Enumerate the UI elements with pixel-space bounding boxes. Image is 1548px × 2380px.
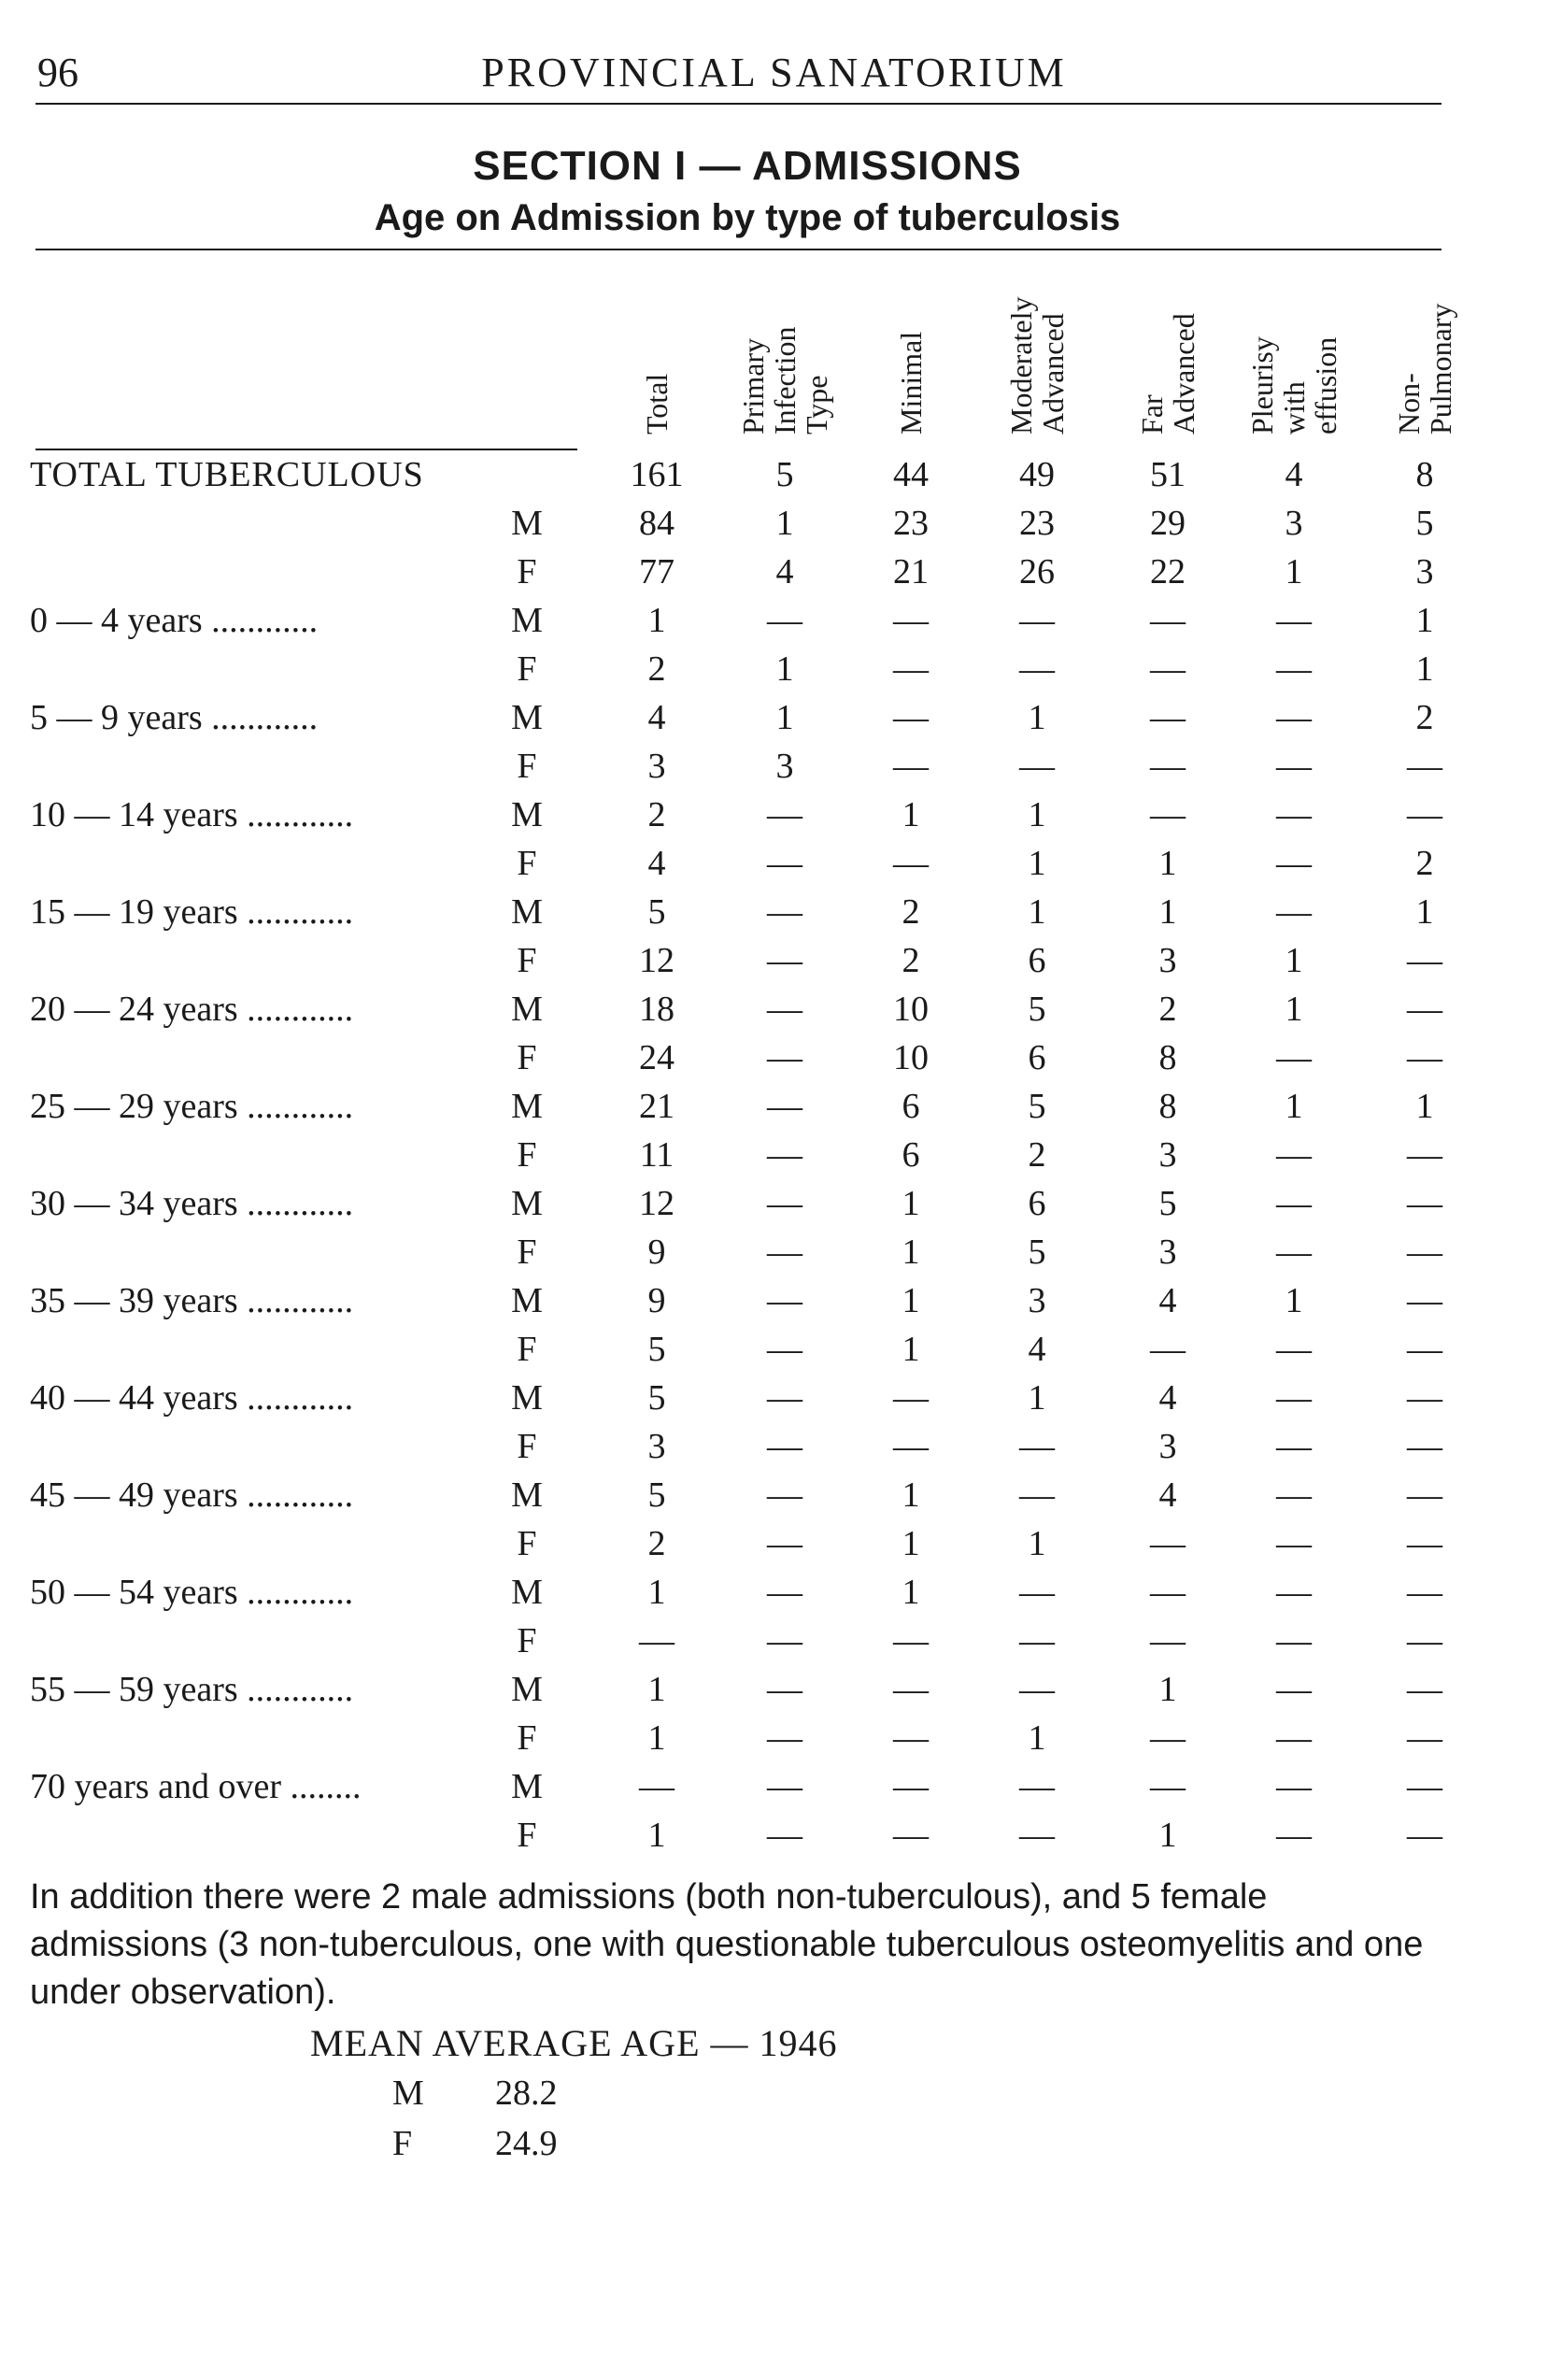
table-cell: 12	[639, 941, 675, 980]
table-cell: —	[1019, 601, 1055, 640]
sex-cell: M	[511, 601, 543, 640]
sex-cell: M	[511, 1184, 543, 1223]
table-cell: 3	[1158, 941, 1177, 980]
table-cell: 21	[639, 1087, 675, 1126]
table-cell: —	[1276, 698, 1312, 737]
table-cell: 8	[1158, 1087, 1177, 1126]
column-header	[976, 257, 1098, 435]
table-cell: —	[1276, 1573, 1312, 1612]
table-cell: —	[1019, 1767, 1055, 1806]
table-cell: 1	[647, 1718, 666, 1758]
table-cell: —	[767, 1524, 802, 1563]
table-cell: 4	[1285, 455, 1303, 494]
table-header-rule	[36, 449, 577, 450]
table-cell: 4	[647, 844, 666, 883]
table-cell: —	[1019, 1670, 1055, 1709]
table-cell: 1	[775, 504, 794, 543]
table-cell: —	[767, 1281, 802, 1320]
table-cell: —	[767, 1135, 802, 1175]
sex-cell: M	[511, 1767, 543, 1806]
table-cell: 23	[893, 504, 929, 543]
table-cell: —	[1407, 941, 1442, 980]
table-cell: 29	[1150, 504, 1186, 543]
table-cell: —	[1407, 1330, 1442, 1369]
table-cell: 1	[647, 601, 666, 640]
column-header-line: Moderately	[1004, 296, 1038, 435]
column-header-line: Type	[800, 375, 833, 435]
age-group-label: 45 — 49 years ............	[30, 1475, 354, 1515]
table-cell: 1	[1285, 990, 1303, 1029]
table-cell: 6	[1028, 941, 1046, 980]
table-cell: —	[1019, 1475, 1055, 1515]
sex-cell: M	[511, 990, 543, 1029]
table-cell: 6	[902, 1087, 920, 1126]
sex-cell: M	[511, 892, 543, 932]
table-cell: —	[1276, 795, 1312, 834]
table-cell: —	[1150, 747, 1186, 786]
table-cell: 1	[902, 1524, 920, 1563]
column-header-line: with	[1277, 381, 1311, 435]
table-cell: 2	[647, 795, 666, 834]
column-header-line: Advanced	[1167, 313, 1200, 435]
table-cell: 21	[893, 552, 929, 591]
table-cell: 3	[775, 747, 794, 786]
table-cell: 1	[902, 1184, 920, 1223]
sex-cell: F	[517, 1621, 537, 1660]
table-cell: —	[1407, 1135, 1442, 1175]
age-group-label: 5 — 9 years ............	[30, 698, 319, 737]
table-cell: —	[893, 1718, 929, 1758]
table-cell: 4	[1158, 1378, 1177, 1418]
sex-cell: F	[517, 1038, 537, 1077]
table-cell: —	[1276, 747, 1312, 786]
sex-cell: M	[511, 698, 543, 737]
table-cell: 1	[902, 795, 920, 834]
table-cell: —	[1019, 1427, 1055, 1466]
column-header-text	[641, 374, 673, 435]
table-cell: 10	[893, 1038, 929, 1077]
sex-cell: F	[517, 1427, 537, 1466]
table-cell: 1	[1285, 941, 1303, 980]
column-header	[850, 257, 972, 435]
table-cell: 8	[1158, 1038, 1177, 1077]
table-cell: —	[1276, 649, 1312, 689]
sex-cell: M	[511, 1475, 543, 1515]
table-cell: 2	[1415, 698, 1434, 737]
table-cell: —	[1019, 1573, 1055, 1612]
table-cell: —	[1150, 1330, 1186, 1369]
table-cell: 44	[893, 455, 929, 494]
sex-cell: M	[511, 1573, 543, 1612]
sex-cell: M	[511, 1281, 543, 1320]
table-cell: —	[1150, 601, 1186, 640]
table-cell: —	[1276, 1767, 1312, 1806]
table-cell: —	[1407, 1475, 1442, 1515]
table-cell: 3	[1158, 1427, 1177, 1466]
table-cell: —	[1019, 1621, 1055, 1660]
table-cell: 3	[1158, 1233, 1177, 1272]
sex-cell: F	[517, 844, 537, 883]
table-cell: 2	[1415, 844, 1434, 883]
table-cell: 5	[1415, 504, 1434, 543]
table-cell: 6	[1028, 1184, 1046, 1223]
table-cell: —	[767, 795, 802, 834]
table-cell: 2	[1158, 990, 1177, 1029]
table-cell: —	[1407, 747, 1442, 786]
table-cell: 77	[639, 552, 675, 591]
table-cell: —	[639, 1767, 675, 1806]
table-cell: —	[767, 1767, 802, 1806]
sex-cell: M	[511, 1378, 543, 1418]
age-group-label: 15 — 19 years ............	[30, 892, 354, 932]
column-header-line: Primary	[736, 337, 770, 435]
table-cell: —	[1276, 1233, 1312, 1272]
table-cell: 161	[630, 455, 684, 494]
table-cell: —	[1407, 1038, 1442, 1077]
table-cell: —	[1276, 1135, 1312, 1175]
table-cell: —	[767, 1718, 802, 1758]
table-cell: 5	[647, 1378, 666, 1418]
table-cell: 3	[1415, 552, 1434, 591]
age-group-label: 30 — 34 years ............	[30, 1184, 354, 1223]
table-cell: —	[1407, 1281, 1442, 1320]
table-cell: 1	[1415, 601, 1434, 640]
table-cell: 1	[1028, 844, 1046, 883]
table-cell: —	[893, 1670, 929, 1709]
age-group-label: 25 — 29 years ............	[30, 1087, 354, 1126]
table-cell: 8	[1415, 455, 1434, 494]
table-cell: —	[1407, 1524, 1442, 1563]
table-cell: 3	[1158, 1135, 1177, 1175]
table-cell: 22	[1150, 552, 1186, 591]
table-cell: —	[1407, 1816, 1442, 1855]
mean-age-f-value: 24.9	[495, 2124, 558, 2163]
table-cell: —	[639, 1621, 675, 1660]
table-cell: 1	[1285, 1087, 1303, 1126]
table-cell: 5	[1028, 990, 1046, 1029]
table-cell: 10	[893, 990, 929, 1029]
table-cell: —	[893, 747, 929, 786]
table-cell: —	[1276, 1816, 1312, 1855]
table-cell: 5	[647, 1330, 666, 1369]
sex-cell: F	[517, 1816, 537, 1855]
table-cell: 84	[639, 504, 675, 543]
table-cell: —	[767, 1621, 802, 1660]
table-cell: —	[1276, 1378, 1312, 1418]
table-cell: —	[893, 649, 929, 689]
page-number: 96	[37, 50, 78, 95]
sex-cell: M	[511, 1087, 543, 1126]
table-cell: 11	[639, 1135, 675, 1175]
table-cell: —	[893, 1767, 929, 1806]
age-group-label: 55 — 59 years ............	[30, 1670, 354, 1709]
table-cell: 6	[902, 1135, 920, 1175]
table-cell: 2	[647, 649, 666, 689]
table-cell: —	[1407, 1670, 1442, 1709]
table-cell: —	[767, 844, 802, 883]
table-cell: —	[1276, 601, 1312, 640]
sex-cell: M	[511, 795, 543, 834]
table-cell: 49	[1019, 455, 1055, 494]
table-cell: —	[1150, 1718, 1186, 1758]
column-header	[1364, 257, 1485, 435]
table-cell: —	[893, 1816, 929, 1855]
table-cell: 1	[1158, 892, 1177, 932]
column-header-line: Advanced	[1036, 313, 1070, 435]
column-header-text	[1246, 336, 1342, 435]
table-cell: 1	[902, 1233, 920, 1272]
table-cell: —	[1407, 1427, 1442, 1466]
table-cell: 2	[647, 1524, 666, 1563]
table-cell: 1	[1028, 892, 1046, 932]
table-cell: 1	[1028, 698, 1046, 737]
table-cell: 3	[1285, 504, 1303, 543]
age-group-label: 35 — 39 years ............	[30, 1281, 354, 1320]
column-header-line: Non-	[1392, 373, 1426, 435]
table-cell: —	[1276, 1718, 1312, 1758]
table-cell: —	[767, 1427, 802, 1466]
table-cell: —	[767, 1378, 802, 1418]
table-cell: 1	[1158, 844, 1177, 883]
sex-cell: M	[511, 504, 543, 543]
sex-cell: F	[517, 1524, 537, 1563]
table-cell: —	[1407, 1233, 1442, 1272]
table-cell: —	[1150, 795, 1186, 834]
sex-cell: F	[517, 1718, 537, 1758]
table-cell: —	[1150, 1573, 1186, 1612]
table-cell: —	[893, 698, 929, 737]
sex-cell: F	[517, 649, 537, 689]
table-cell: —	[767, 941, 802, 980]
table-cell: —	[1276, 1524, 1312, 1563]
column-header-line: Total	[640, 373, 674, 435]
table-cell: 4	[647, 698, 666, 737]
column-header-text	[1136, 313, 1200, 435]
column-header-line: Pulmonary	[1424, 303, 1457, 435]
table-cell: —	[1276, 1184, 1312, 1223]
table-cell: 1	[1285, 552, 1303, 591]
table-cell: 9	[647, 1233, 666, 1272]
table-cell: 5	[1158, 1184, 1177, 1223]
table-cell: —	[1407, 1573, 1442, 1612]
sex-cell: F	[517, 1135, 537, 1175]
table-cell: —	[1276, 1670, 1312, 1709]
table-cell: 1	[1028, 1378, 1046, 1418]
age-group-label: 40 — 44 years ............	[30, 1378, 354, 1418]
table-cell: 1	[902, 1330, 920, 1369]
table-cell: —	[1407, 1184, 1442, 1223]
table-cell: 24	[639, 1038, 675, 1077]
table-cell: —	[1150, 649, 1186, 689]
table-cell: 1	[1028, 795, 1046, 834]
table-cell: —	[1150, 1524, 1186, 1563]
table-cell: —	[1407, 1767, 1442, 1806]
mean-age-m-value: 28.2	[495, 2074, 558, 2113]
section-subtitle: Age on Admission by type of tuberculosis	[374, 197, 1121, 238]
table-cell: 3	[1028, 1281, 1046, 1320]
table-cell: 4	[1158, 1475, 1177, 1515]
column-header-text	[1005, 297, 1069, 435]
table-cell: —	[1150, 1767, 1186, 1806]
footnote: In addition there were 2 male admissions (both non-tuberculous), and 5 female admissions (3 non-tuberculous, one with questionable tuberculous osteomyelitis and one under observation).	[30, 1877, 1424, 2012]
table-cell: 5	[1028, 1087, 1046, 1126]
table-cell: —	[1276, 1427, 1312, 1466]
table-cell: —	[767, 601, 802, 640]
table-cell: 5	[1028, 1233, 1046, 1272]
table-cell: 18	[639, 990, 675, 1029]
column-header-line: Pleurisy	[1245, 336, 1279, 435]
mean-age-title: MEAN AVERAGE AGE — 1946	[310, 2022, 838, 2064]
section-title: SECTION I — ADMISSIONS	[473, 143, 1022, 189]
table-cell: —	[1276, 844, 1312, 883]
table-cell: 1	[1158, 1670, 1177, 1709]
table-cell: 1	[1415, 892, 1434, 932]
table-cell: —	[1407, 1621, 1442, 1660]
column-header	[596, 257, 717, 435]
mean-age-f-sex: F	[392, 2124, 413, 2163]
table-cell: 4	[775, 552, 794, 591]
table-cell: —	[767, 1038, 802, 1077]
table-cell: 1	[1158, 1816, 1177, 1855]
table-cell: 3	[647, 747, 666, 786]
table-cell: 5	[647, 892, 666, 932]
table-cell: 5	[647, 1475, 666, 1515]
table-cell: —	[1276, 1038, 1312, 1077]
sex-cell: F	[517, 1330, 537, 1369]
column-header	[1107, 257, 1228, 435]
table-cell: —	[767, 1087, 802, 1126]
table-cell: —	[767, 990, 802, 1029]
table-cell: 1	[775, 698, 794, 737]
table-cell: —	[1150, 698, 1186, 737]
table-cell: 1	[902, 1475, 920, 1515]
table-cell: —	[1276, 892, 1312, 932]
table-cell: —	[1407, 795, 1442, 834]
sex-cell: F	[517, 941, 537, 980]
table-cell: —	[767, 1233, 802, 1272]
sex-cell: F	[517, 1233, 537, 1272]
table-cell: —	[1150, 1621, 1186, 1660]
table-cell: 1	[1028, 1718, 1046, 1758]
table-cell: —	[767, 1670, 802, 1709]
table-cell: 3	[647, 1427, 666, 1466]
subtitle-rule	[36, 249, 1441, 250]
table-cell: 9	[647, 1281, 666, 1320]
total-row-label: TOTAL TUBERCULOUS	[30, 455, 424, 494]
table-cell: —	[767, 1475, 802, 1515]
header-rule	[36, 103, 1441, 105]
table-cell: 4	[1028, 1330, 1046, 1369]
table-cell: 1	[1415, 1087, 1434, 1126]
table-cell: 1	[1415, 649, 1434, 689]
table-cell: —	[893, 1621, 929, 1660]
table-cell: —	[893, 844, 929, 883]
sex-cell: F	[517, 747, 537, 786]
table-cell: 1	[902, 1281, 920, 1320]
age-group-label: 70 years and over ........	[30, 1767, 362, 1806]
column-header	[1233, 257, 1355, 435]
table-cell: —	[1407, 1718, 1442, 1758]
column-header-line: Minimal	[894, 331, 928, 435]
table-cell: 1	[1285, 1281, 1303, 1320]
table-cell: —	[1019, 1816, 1055, 1855]
column-header-text	[737, 327, 832, 435]
table-cell: 2	[902, 892, 920, 932]
table-cell: 1	[902, 1573, 920, 1612]
table-cell: —	[1276, 1475, 1312, 1515]
table-cell: 4	[1158, 1281, 1177, 1320]
table-cell: 1	[647, 1573, 666, 1612]
running-head: PROVINCIAL SANATORIUM	[481, 50, 1067, 95]
table-cell: —	[767, 1330, 802, 1369]
column-header-line: Far	[1135, 394, 1169, 435]
column-header-line: Infection	[768, 326, 802, 435]
age-group-label: 20 — 24 years ............	[30, 990, 354, 1029]
column-header	[724, 257, 845, 435]
table-cell: —	[1276, 1621, 1312, 1660]
table-cell: —	[1019, 747, 1055, 786]
table-cell: 1	[775, 649, 794, 689]
age-group-label: 10 — 14 years ............	[30, 795, 354, 834]
sex-cell: M	[511, 1670, 543, 1709]
table-cell: —	[767, 1184, 802, 1223]
table-cell: 1	[1028, 1524, 1046, 1563]
age-group-label: 50 — 54 years ............	[30, 1573, 354, 1612]
table-cell: 51	[1150, 455, 1186, 494]
table-cell: —	[1407, 1378, 1442, 1418]
table-cell: 26	[1019, 552, 1055, 591]
table-cell: 1	[647, 1670, 666, 1709]
column-header-line: effusion	[1309, 336, 1342, 435]
table-cell: —	[1276, 1330, 1312, 1369]
column-header-text	[1393, 304, 1456, 435]
table-cell: —	[893, 601, 929, 640]
table-cell: —	[893, 1378, 929, 1418]
age-group-label: 0 — 4 years ............	[30, 601, 319, 640]
table-cell: —	[767, 1573, 802, 1612]
table-cell: 2	[1028, 1135, 1046, 1175]
table-cell: —	[767, 892, 802, 932]
table-cell: 23	[1019, 504, 1055, 543]
table-cell: —	[893, 1427, 929, 1466]
column-header-text	[895, 332, 927, 435]
table-cell: —	[767, 1816, 802, 1855]
table-cell: 6	[1028, 1038, 1046, 1077]
table-cell: 12	[639, 1184, 675, 1223]
mean-age-m-sex: M	[392, 2074, 424, 2113]
table-cell: 1	[647, 1816, 666, 1855]
sex-cell: F	[517, 552, 537, 591]
table-cell: —	[1407, 990, 1442, 1029]
table-cell: —	[1019, 649, 1055, 689]
table-cell: 2	[902, 941, 920, 980]
table-cell: 5	[775, 455, 794, 494]
